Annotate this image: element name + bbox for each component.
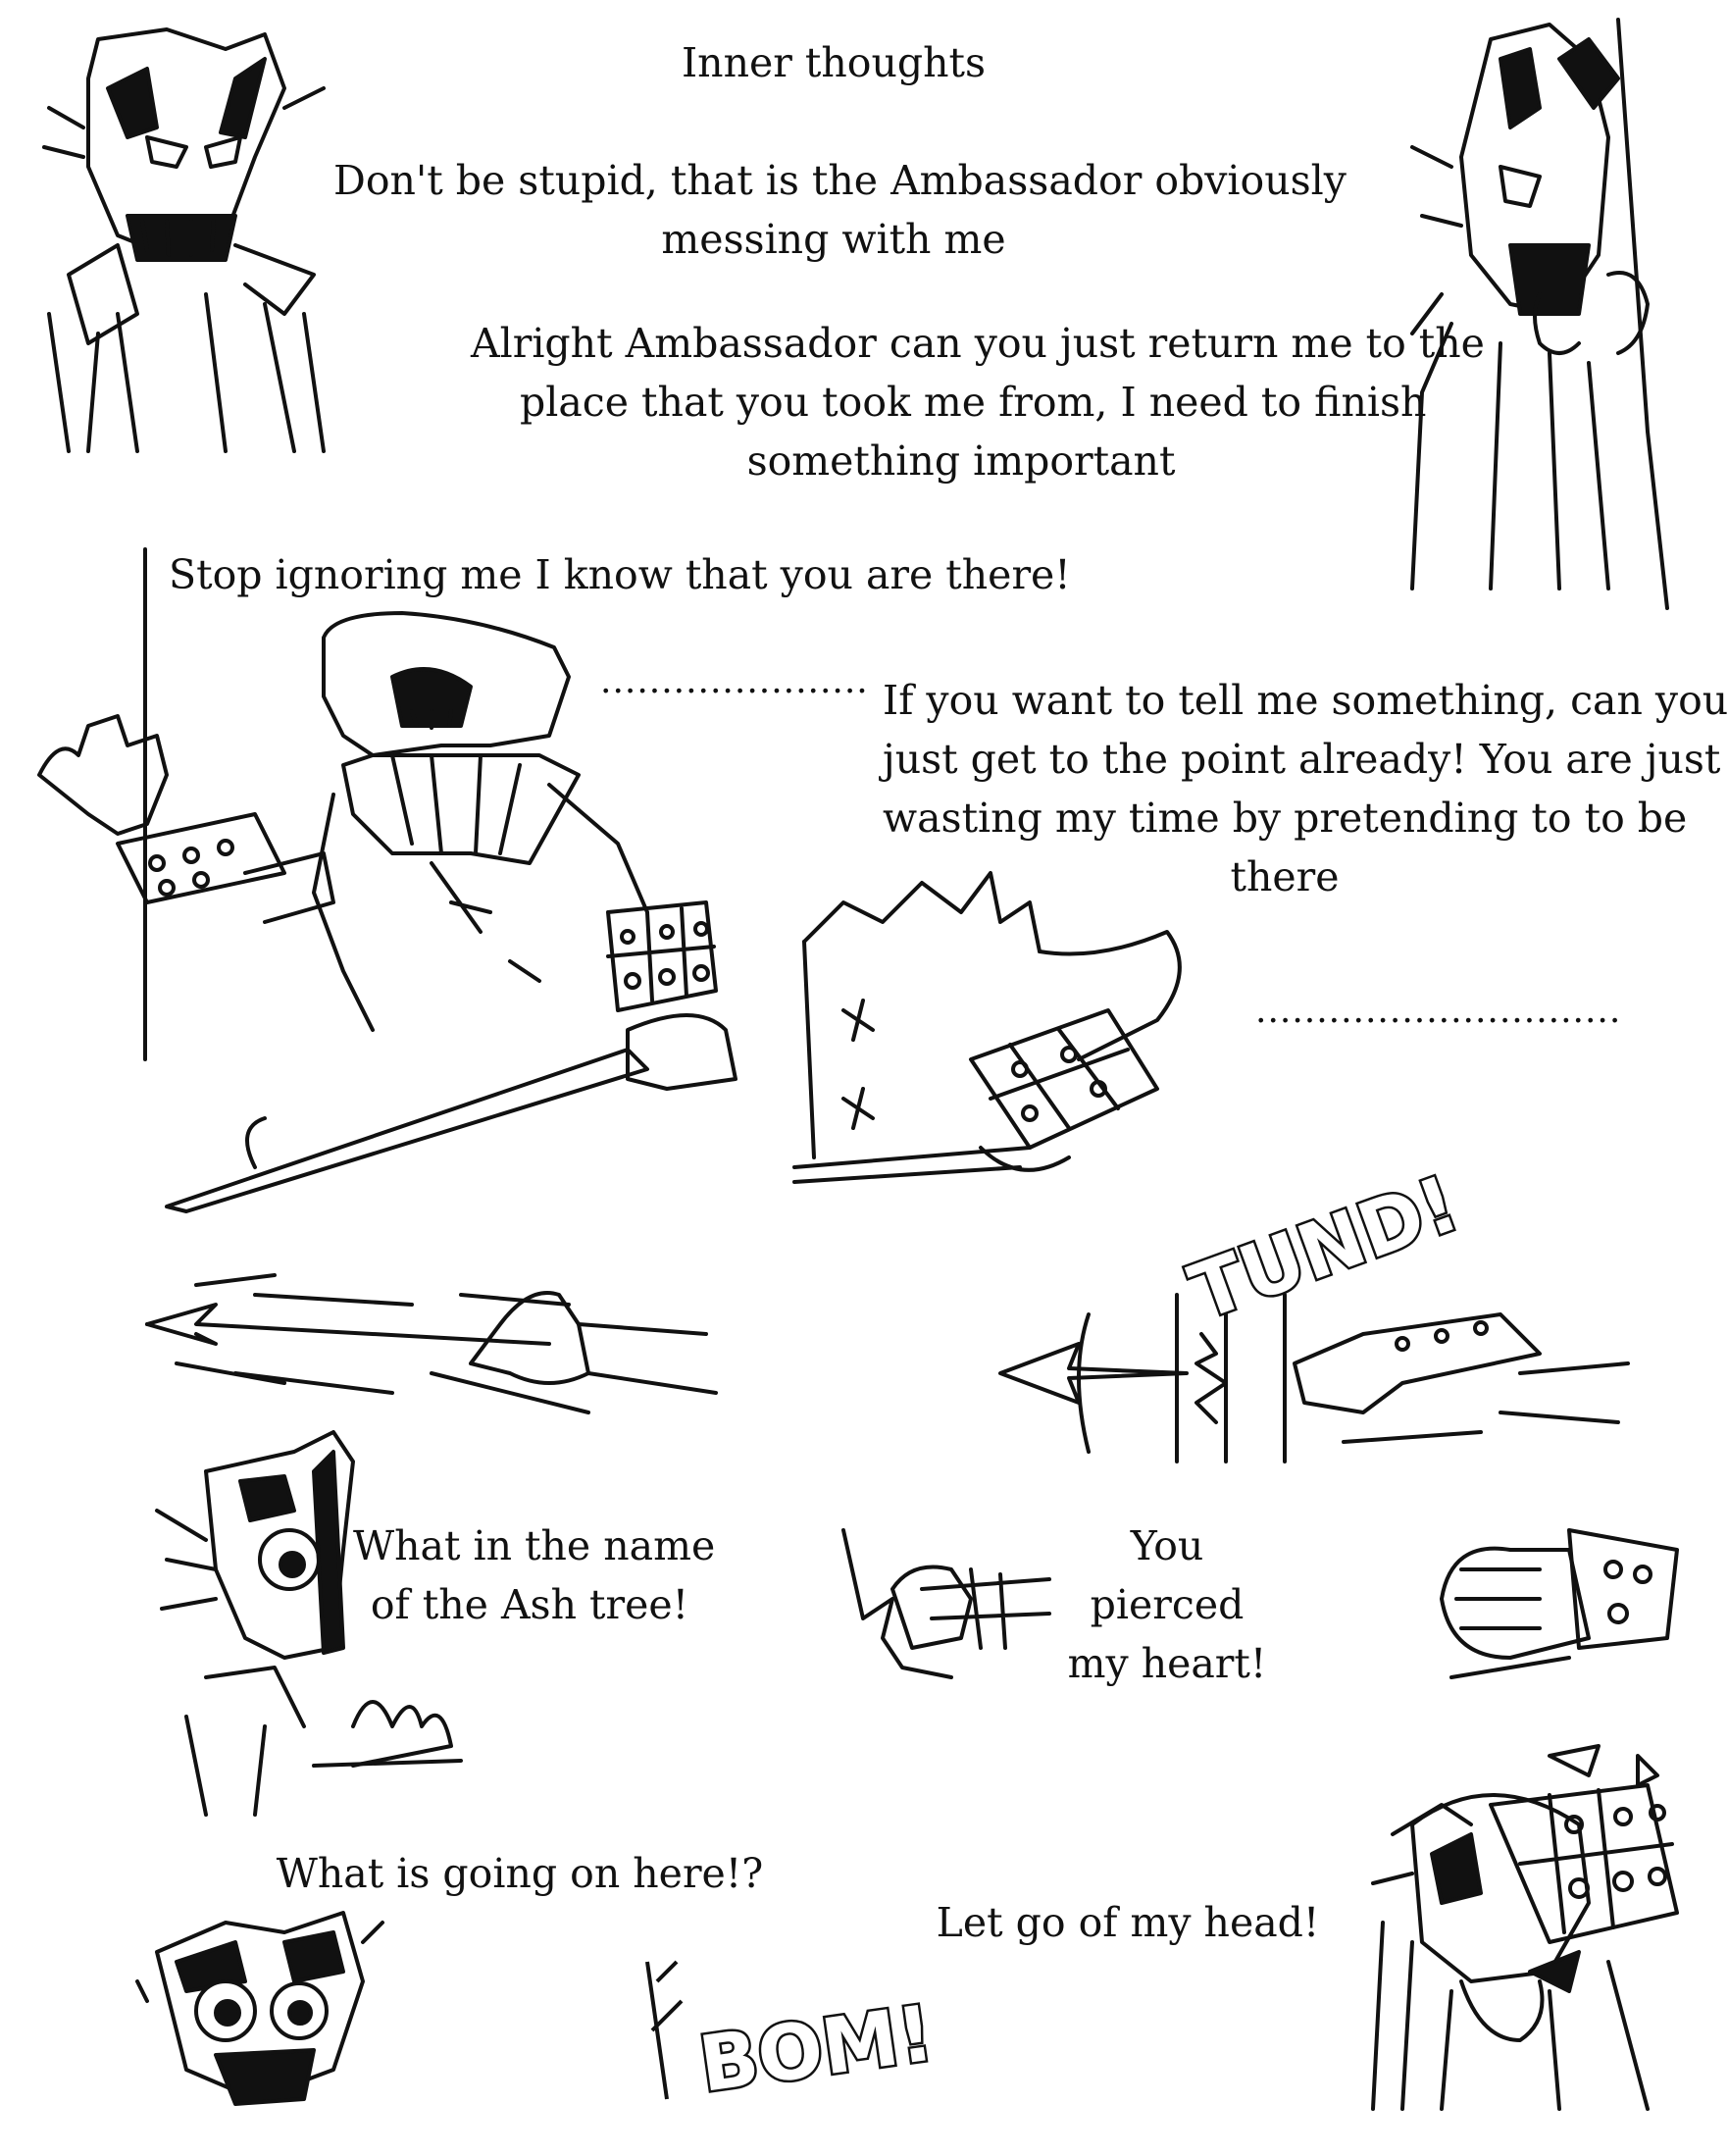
svg-text:BOM!: BOM! xyxy=(693,1989,940,2110)
speech-line-2a: Alright Ambassador can you just return me to the xyxy=(471,320,1485,367)
exclaim-line-b: of the Ash tree! xyxy=(370,1581,689,1628)
sfx-tund xyxy=(1167,1159,1470,1338)
masked-figure-top-right xyxy=(1393,20,1687,608)
masked-figure-top-left xyxy=(29,20,353,461)
wrapped-fist xyxy=(1422,1511,1687,1687)
masked-figure-wide-eyed xyxy=(137,1903,373,2119)
figure-head-grabbed xyxy=(1353,1746,1697,2119)
sfx-bom xyxy=(637,1942,940,2110)
figure-arm-closeup xyxy=(785,863,1196,1216)
heart-line-b: pierced xyxy=(1090,1581,1245,1628)
reply-line-d: there xyxy=(1230,853,1340,900)
thought-line-1b: messing with me xyxy=(661,216,1006,263)
shout-stop-ignoring: Stop ignoring me I know that you are there! xyxy=(169,551,1071,598)
heart-line-c: my heart! xyxy=(1067,1640,1267,1687)
silence-dots-1: ...................... xyxy=(600,661,869,701)
speech-line-2c: something important xyxy=(746,437,1176,485)
heart-line-a: You xyxy=(1130,1522,1204,1569)
reply-line-c: wasting my time by pretending to to be xyxy=(883,795,1688,842)
jester-figure-with-spear xyxy=(20,618,765,1226)
reply-line-a: If you want to tell me something, can you xyxy=(883,677,1728,724)
exclaim-line-a: What in the name xyxy=(353,1522,716,1569)
caption-inner-thoughts: Inner thoughts xyxy=(681,39,987,86)
hand-gripping-spear xyxy=(834,1520,1059,1687)
speech-line-2b: place that you took me from, I need to finish xyxy=(520,379,1427,426)
svg-text:TUND!: TUND! xyxy=(1179,1159,1470,1338)
demand-let-go: Let go of my head! xyxy=(936,1899,1320,1946)
thought-line-1a: Don't be stupid, that is the Ambassador obviously xyxy=(333,157,1347,204)
spear-throw-left xyxy=(137,1265,726,1432)
silence-dots-2: .............................. xyxy=(1255,991,1622,1031)
reply-line-b: just get to the point already! You are just xyxy=(883,736,1721,783)
question-going-on: What is going on here!? xyxy=(276,1850,764,1897)
